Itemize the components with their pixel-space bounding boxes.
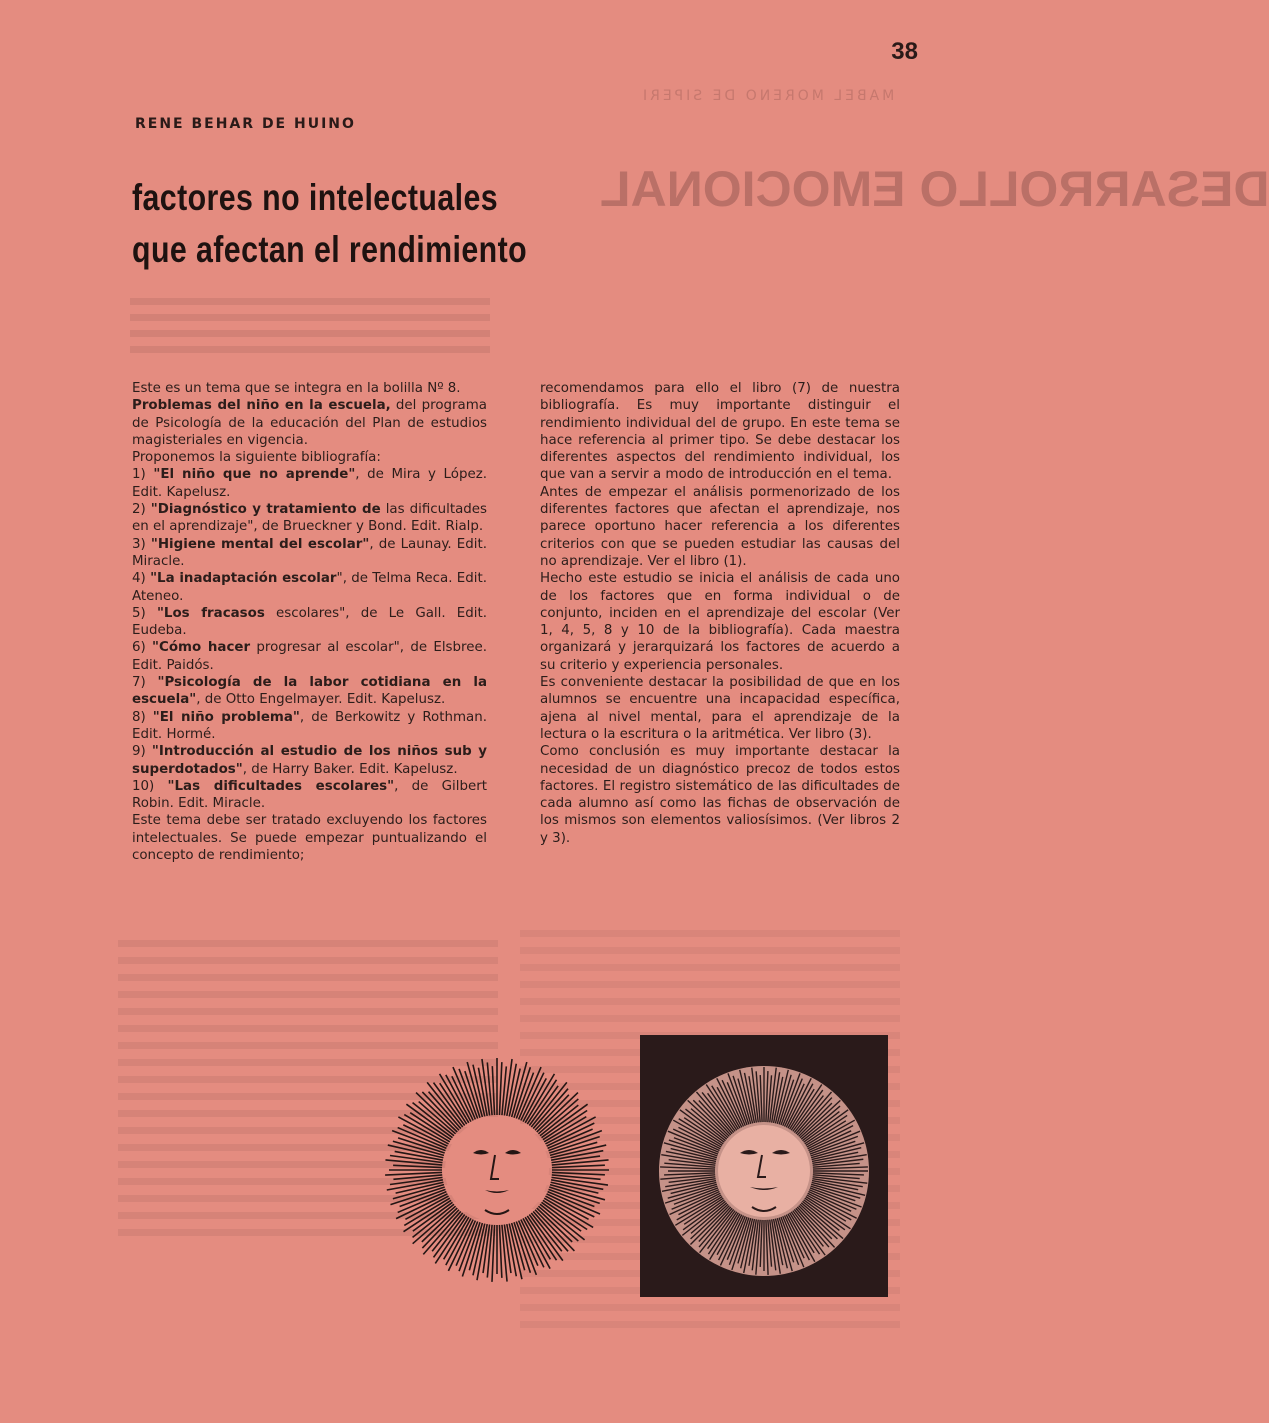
paragraph: Proponemos la siguiente bibliografía: <box>132 450 381 466</box>
bibliography-item: 6) "Cómo hacer progresar al escolar", de Elsbree. Edit. Paidós. <box>132 640 487 673</box>
bibliography-item: 1) "El niño que no aprende", de Mira y López. Edit. Kapelusz. <box>132 467 487 500</box>
paragraph: Antes de empezar el análisis pormenorizado de los diferentes factores que afectan el aprendizaje, nos parece oportuno hacer referencia a los diferentes criterios con que se pueden estudiar las causas del no aprendizaje. Ver el libro (1). <box>540 484 900 569</box>
paragraph: Hecho este estudio se inicia el análisis de cada uno de los factores que en forma individual o de conjunto, inciden en el aprendizaje del escolar (Ver 1, 4, 5, 8 y 10 de la bibliografía). Cada maestra organizará y jerarquizará los factores de acuerdo a su criterio y experiencia personales. <box>540 571 900 673</box>
bibliography-item: 8) "El niño problema", de Berkowitz y Rothman. Edit. Hormé. <box>132 709 487 742</box>
bibliography-item: 10) "Las dificultades escolares", de Gilbert Robin. Edit. Miracle. <box>132 778 487 812</box>
bibliography-item: 2) "Diagnóstico y tratamiento de las dificultades en el aprendizaje", de Brueckner y Bond. Edit. Rialp. <box>132 502 487 535</box>
title-line-2: que afectan el rendimiento <box>132 229 528 270</box>
right-column <box>540 380 900 847</box>
left-column <box>132 380 487 864</box>
paragraph: Es conveniente destacar la posibilidad de que en los alumnos se encuentre una incapacidad específica, ajena al nivel mental, para el aprendizaje de la lectura o la escritura o la aritmética. Ver libro (3). <box>540 675 900 742</box>
page-number: 38 <box>891 38 918 65</box>
paragraph: recomendamos para ello el libro (7) de nuestra bibliografía. Es muy importante distinguir el rendimiento individual del de grupo. En este tema se hace referencia al primer tipo. Se debe destacar los diferentes aspectos del rendimiento individual, los que van a servir a modo de introducción en el tema. <box>540 381 900 483</box>
sun-face-illustration-dark <box>640 1035 888 1297</box>
paragraph: Como conclusión es muy importante destacar la necesidad de un diagnóstico precoz de todos estos factores. El registro sistemático de las dificultades de cada alumno así como las fichas de observación de los mismos son elementos valiosísimos. (Ver libros 2 y 3). <box>540 744 900 846</box>
author-name: RENE BEHAR DE HUINO <box>135 116 356 132</box>
bibliography-item: 9) "Introducción al estudio de los niños sub y superdotados", de Harry Baker. Edit. Kapelusz. <box>132 744 487 777</box>
sun-face-illustration <box>385 1045 615 1285</box>
paragraph: Este tema debe ser tratado excluyendo los factores intelectuales. Se puede empezar puntualizando el concepto de rendimiento; <box>132 813 487 864</box>
paragraph: Este es un tema que se integra en la bolilla Nº 8. <box>132 381 461 396</box>
ghost-header: MABEL MORENO DE SIPERI <box>640 88 895 104</box>
article-title <box>132 172 558 276</box>
bibliography-item: 5) "Los fracasos escolares", de Le Gall. Edit. Eudeba. <box>132 605 487 639</box>
bibliography-item: 7) "Psicología de la labor cotidiana en la escuela", de Otto Engelmayer. Edit. Kapelusz. <box>132 675 487 708</box>
bibliography-item: 3) "Higiene mental del escolar", de Launay. Edit. Miracle. <box>132 536 487 569</box>
ghost-text-block <box>130 298 490 358</box>
bibliography-item: 4) "La inadaptación escolar", de Telma Reca. Edit. Ateneo. <box>132 571 487 604</box>
sun-face-icon <box>640 1035 888 1297</box>
paragraph: Problemas del niño en la escuela, del programa de Psicología de la educación del Plan de estudios magisteriales en vigencia. <box>132 398 487 448</box>
ghost-title: DESARROLLO EMOCIONAL <box>600 161 1269 217</box>
title-line-1: factores no intelectuales <box>132 177 499 218</box>
